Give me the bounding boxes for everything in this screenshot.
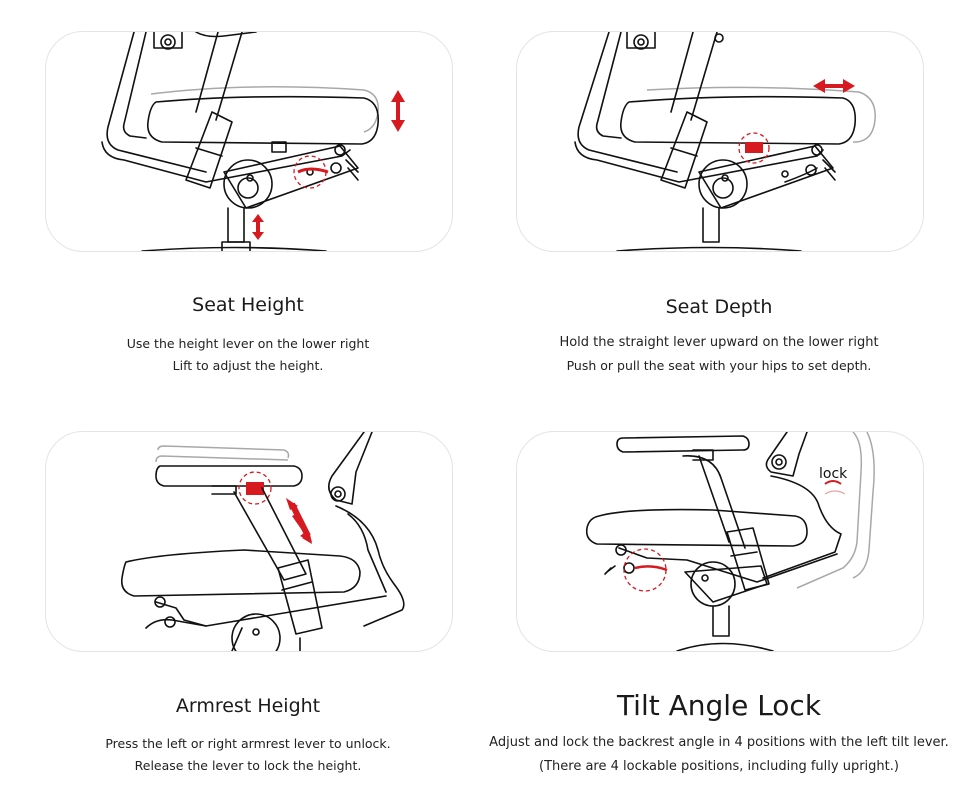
armrest-height-illustration-card — [45, 431, 453, 652]
tilt-angle-lock-illustration-card — [516, 431, 924, 652]
seat-height-illustration-card — [45, 31, 453, 252]
tilt-angle-lock-description-line-2: (There are 4 lockable positions, including fully upright.) — [539, 759, 899, 774]
seat-depth-illustration-card — [516, 31, 924, 252]
seat-depth-chair-drawing — [517, 32, 923, 251]
seat-depth-description-line-2: Push or pull the seat with your hips to set depth. — [566, 358, 872, 373]
armrest-height-description-line-1: Press the left or right armrest lever to unlock. — [105, 736, 391, 751]
tilt-angle-lock-chair-drawing — [517, 432, 923, 651]
seat-height-description-line-2: Lift to adjust the height. — [172, 358, 324, 373]
armrest-height-description-line-2: Release the lever to lock the height. — [134, 758, 362, 773]
seat-height-title: Seat Height — [192, 294, 304, 316]
seat-depth-description-line-1: Hold the straight lever upward on the lower right — [559, 335, 879, 350]
seat-height-chair-drawing — [46, 32, 452, 251]
lock-diagram-label: lock — [819, 466, 848, 482]
armrest-height-chair-drawing — [46, 432, 452, 651]
seat-height-description-line-1: Use the height lever on the lower right — [126, 336, 370, 351]
tilt-angle-lock-description-line-1: Adjust and lock the backrest angle in 4 positions with the left tilt lever. — [489, 735, 949, 750]
armrest-height-title: Armrest Height — [175, 695, 321, 717]
tilt-angle-lock-title: Tilt Angle Lock — [616, 689, 822, 722]
seat-depth-title: Seat Depth — [665, 296, 773, 318]
